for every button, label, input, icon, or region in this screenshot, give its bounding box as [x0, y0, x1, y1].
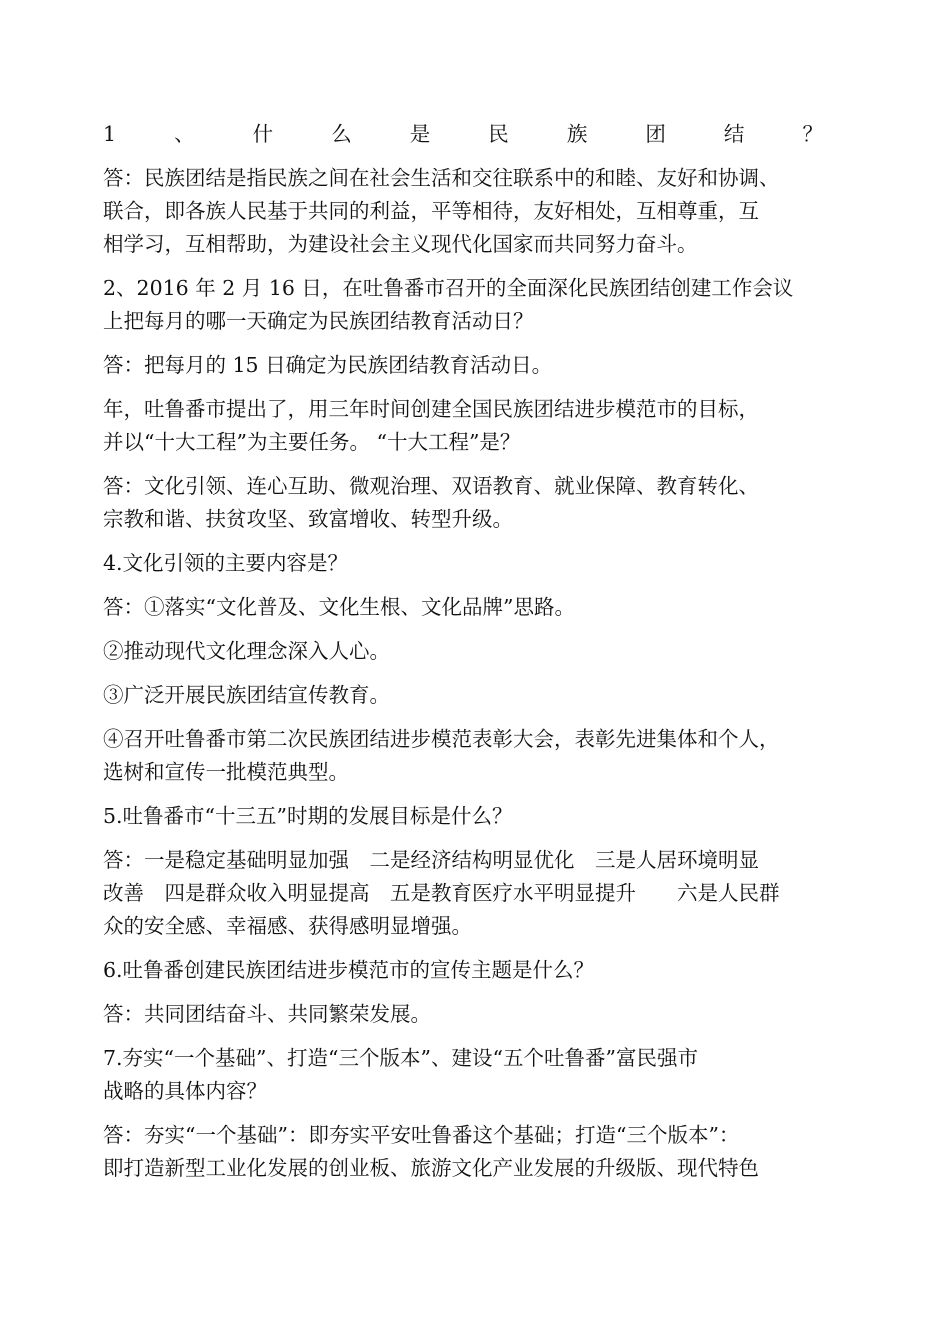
question-line: 战略的具体内容？ — [103, 1079, 267, 1103]
question-line: 6.吐鲁番创建民族团结进步模范市的宣传主题是什么？ — [103, 958, 595, 982]
answer-line: ②推动现代文化理念深入人心。 — [103, 639, 390, 663]
answer-line: 即打造新型工业化发展的创业板、旅游文化产业发展的升级版、现代特色 — [103, 1156, 759, 1180]
question-line: 5.吐鲁番市“十三五”时期的发展目标是什么？ — [103, 804, 513, 828]
answer-1 — [103, 162, 853, 261]
answer-line: 答：文化引领、连心互助、微观治理、双语教育、就业保障、教育转化、 — [103, 474, 759, 498]
q1-char: 是 — [409, 122, 431, 146]
answer-line: 宗教和谐、扶贫攻坚、致富增收、转型升级。 — [103, 507, 513, 531]
answer-line: 答：把每月的 15 日确定为民族团结教育活动日。 — [103, 353, 553, 377]
question-line: 并以“十大工程”为主要任务。 “十大工程”是？ — [103, 430, 521, 454]
question-line: 上把每月的哪一天确定为民族团结教育活动日？ — [103, 309, 534, 333]
answer-4-item-3 — [103, 679, 853, 712]
question-line: 7.夯实“一个基础”、打造“三个版本”、建设“五个吐鲁番”富民强市 — [103, 1046, 698, 1070]
question-7 — [103, 1042, 853, 1108]
answer-line: ④召开吐鲁番市第二次民族团结进步模范表彰大会，表彰先进集体和个人， — [103, 727, 780, 751]
document-body — [103, 118, 853, 1196]
answer-line: 众的安全感、幸福感、获得感明显增强。 — [103, 914, 472, 938]
question-line: 年，吐鲁番市提出了，用三年时间创建全国民族团结进步模范市的目标， — [103, 397, 759, 421]
answer-line: 联合，即各族人民基于共同的利益，平等相待，友好相处，互相尊重，互 — [103, 199, 759, 223]
question-line: 4.文化引领的主要内容是？ — [103, 551, 349, 575]
answer-7 — [103, 1119, 853, 1185]
answer-4-item-1 — [103, 591, 853, 624]
question-3 — [103, 393, 853, 459]
q1-char: 么 — [331, 122, 352, 146]
answer-line: 改善 四是群众收入明显提高 五是教育医疗水平明显提升 六是人民群 — [103, 881, 780, 905]
question-4 — [103, 547, 853, 580]
q1-char: 结 — [723, 122, 745, 146]
answer-5 — [103, 844, 853, 943]
answer-line: 答：①落实“文化普及、文化生根、文化品牌”思路。 — [103, 595, 575, 619]
answer-4-item-4 — [103, 723, 853, 789]
answer-line: 相学习，互相帮助，为建设社会主义现代化国家而共同努力奋斗。 — [103, 232, 698, 256]
answer-2 — [103, 349, 853, 382]
q1-char: 民 — [488, 122, 509, 146]
answer-6 — [103, 998, 853, 1031]
q1-char: 族 — [566, 122, 588, 146]
q1-char: ？ — [802, 122, 823, 146]
q1-char: 、 — [174, 122, 195, 146]
answer-line: ③广泛开展民族团结宣传教育。 — [103, 683, 390, 707]
question-line: 2、2016 年 2 月 16 日，在吐鲁番市召开的全面深化民族团结创建工作会议 — [103, 276, 794, 300]
question-2 — [103, 272, 853, 338]
answer-4-item-2 — [103, 635, 853, 668]
answer-line: 答：夯实“一个基础”：即夯实平安吐鲁番这个基础；打造“三个版本”： — [103, 1123, 740, 1147]
q1-char: 什 — [252, 122, 274, 146]
question-1 — [103, 118, 823, 151]
answer-line: 答：一是稳定基础明显加强 二是经济结构明显优化 三是人居环境明显 — [103, 848, 759, 872]
answer-line: 答：民族团结是指民族之间在社会生活和交往联系中的和睦、友好和协调、 — [103, 166, 780, 190]
q1-char: 1 — [103, 122, 117, 146]
answer-3 — [103, 470, 853, 536]
answer-line: 选树和宣传一批模范典型。 — [103, 760, 349, 784]
q1-char: 团 — [645, 122, 666, 146]
question-6 — [103, 954, 853, 987]
question-5 — [103, 800, 853, 833]
answer-line: 答：共同团结奋斗、共同繁荣发展。 — [103, 1002, 431, 1026]
